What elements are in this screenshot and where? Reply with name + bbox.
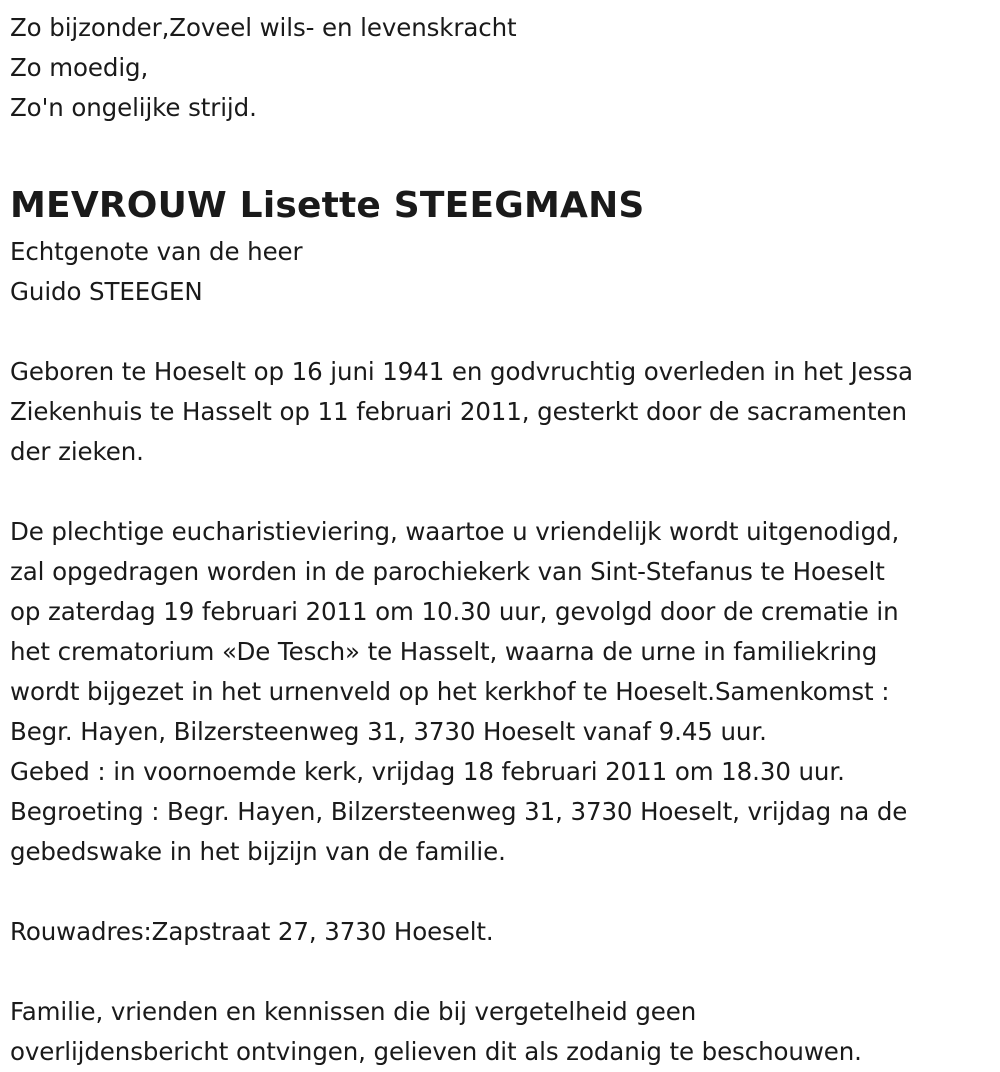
paragraph-line: gebedswake in het bijzijn van de familie.	[10, 837, 506, 866]
obituary-notice	[10, 8, 995, 1072]
paragraph-line: Begroeting : Begr. Hayen, Bilzersteenweg 31, 3730 Hoeselt, vrijdag na de	[10, 797, 908, 826]
paragraph-line: het crematorium «De Tesch» te Hasselt, waarna de urne in familiekring	[10, 637, 878, 666]
poem-line: Zo bijzonder,Zoveel wils- en levenskracht	[10, 13, 517, 42]
ceremony-paragraph	[10, 512, 995, 872]
spacer	[10, 312, 995, 352]
paragraph-line: wordt bijgezet in het urnenveld op het kerkhof te Hoeselt.Samenkomst :	[10, 677, 890, 706]
closing-paragraph	[10, 992, 995, 1072]
paragraph-line: op zaterdag 19 februari 2011 om 10.30 uur, gevolgd door de crematie in	[10, 597, 899, 626]
paragraph-line: overlijdensbericht ontvingen, gelieven dit als zodanig te beschouwen.	[10, 1037, 862, 1066]
paragraph-line: der zieken.	[10, 437, 144, 466]
deceased-name: MEVROUW Lisette STEEGMANS	[10, 185, 645, 226]
paragraph-line: De plechtige eucharistieviering, waartoe u vriendelijk wordt uitgenodigd,	[10, 517, 900, 546]
paragraph-line: Gebed : in voornoemde kerk, vrijdag 18 februari 2011 om 18.30 uur.	[10, 757, 845, 786]
paragraph-line: zal opgedragen worden in de parochiekerk van Sint-Stefanus te Hoeselt	[10, 557, 885, 586]
spouse-line: Guido STEEGEN	[10, 277, 203, 306]
spacer	[10, 472, 995, 512]
spouse-block	[10, 232, 995, 312]
poem-line: Zo moedig,	[10, 53, 149, 82]
spacer	[10, 872, 995, 912]
spouse-line: Echtgenote van de heer	[10, 237, 303, 266]
poem-line: Zo'n ongelijke strijd.	[10, 93, 257, 122]
paragraph-line: Ziekenhuis te Hasselt op 11 februari 2011, gesterkt door de sacramenten	[10, 397, 907, 426]
paragraph-line: Geboren te Hoeselt op 16 juni 1941 en godvruchtig overleden in het Jessa	[10, 357, 913, 386]
spacer	[10, 952, 995, 992]
poem-block	[10, 8, 995, 128]
paragraph-line: Familie, vrienden en kennissen die bij vergetelheid geen	[10, 997, 697, 1026]
paragraph-line: Begr. Hayen, Bilzersteenweg 31, 3730 Hoeselt vanaf 9.45 uur.	[10, 717, 767, 746]
birth-death-paragraph	[10, 352, 995, 472]
mourning-address: Rouwadres:Zapstraat 27, 3730 Hoeselt.	[10, 917, 494, 946]
address-paragraph	[10, 912, 995, 952]
